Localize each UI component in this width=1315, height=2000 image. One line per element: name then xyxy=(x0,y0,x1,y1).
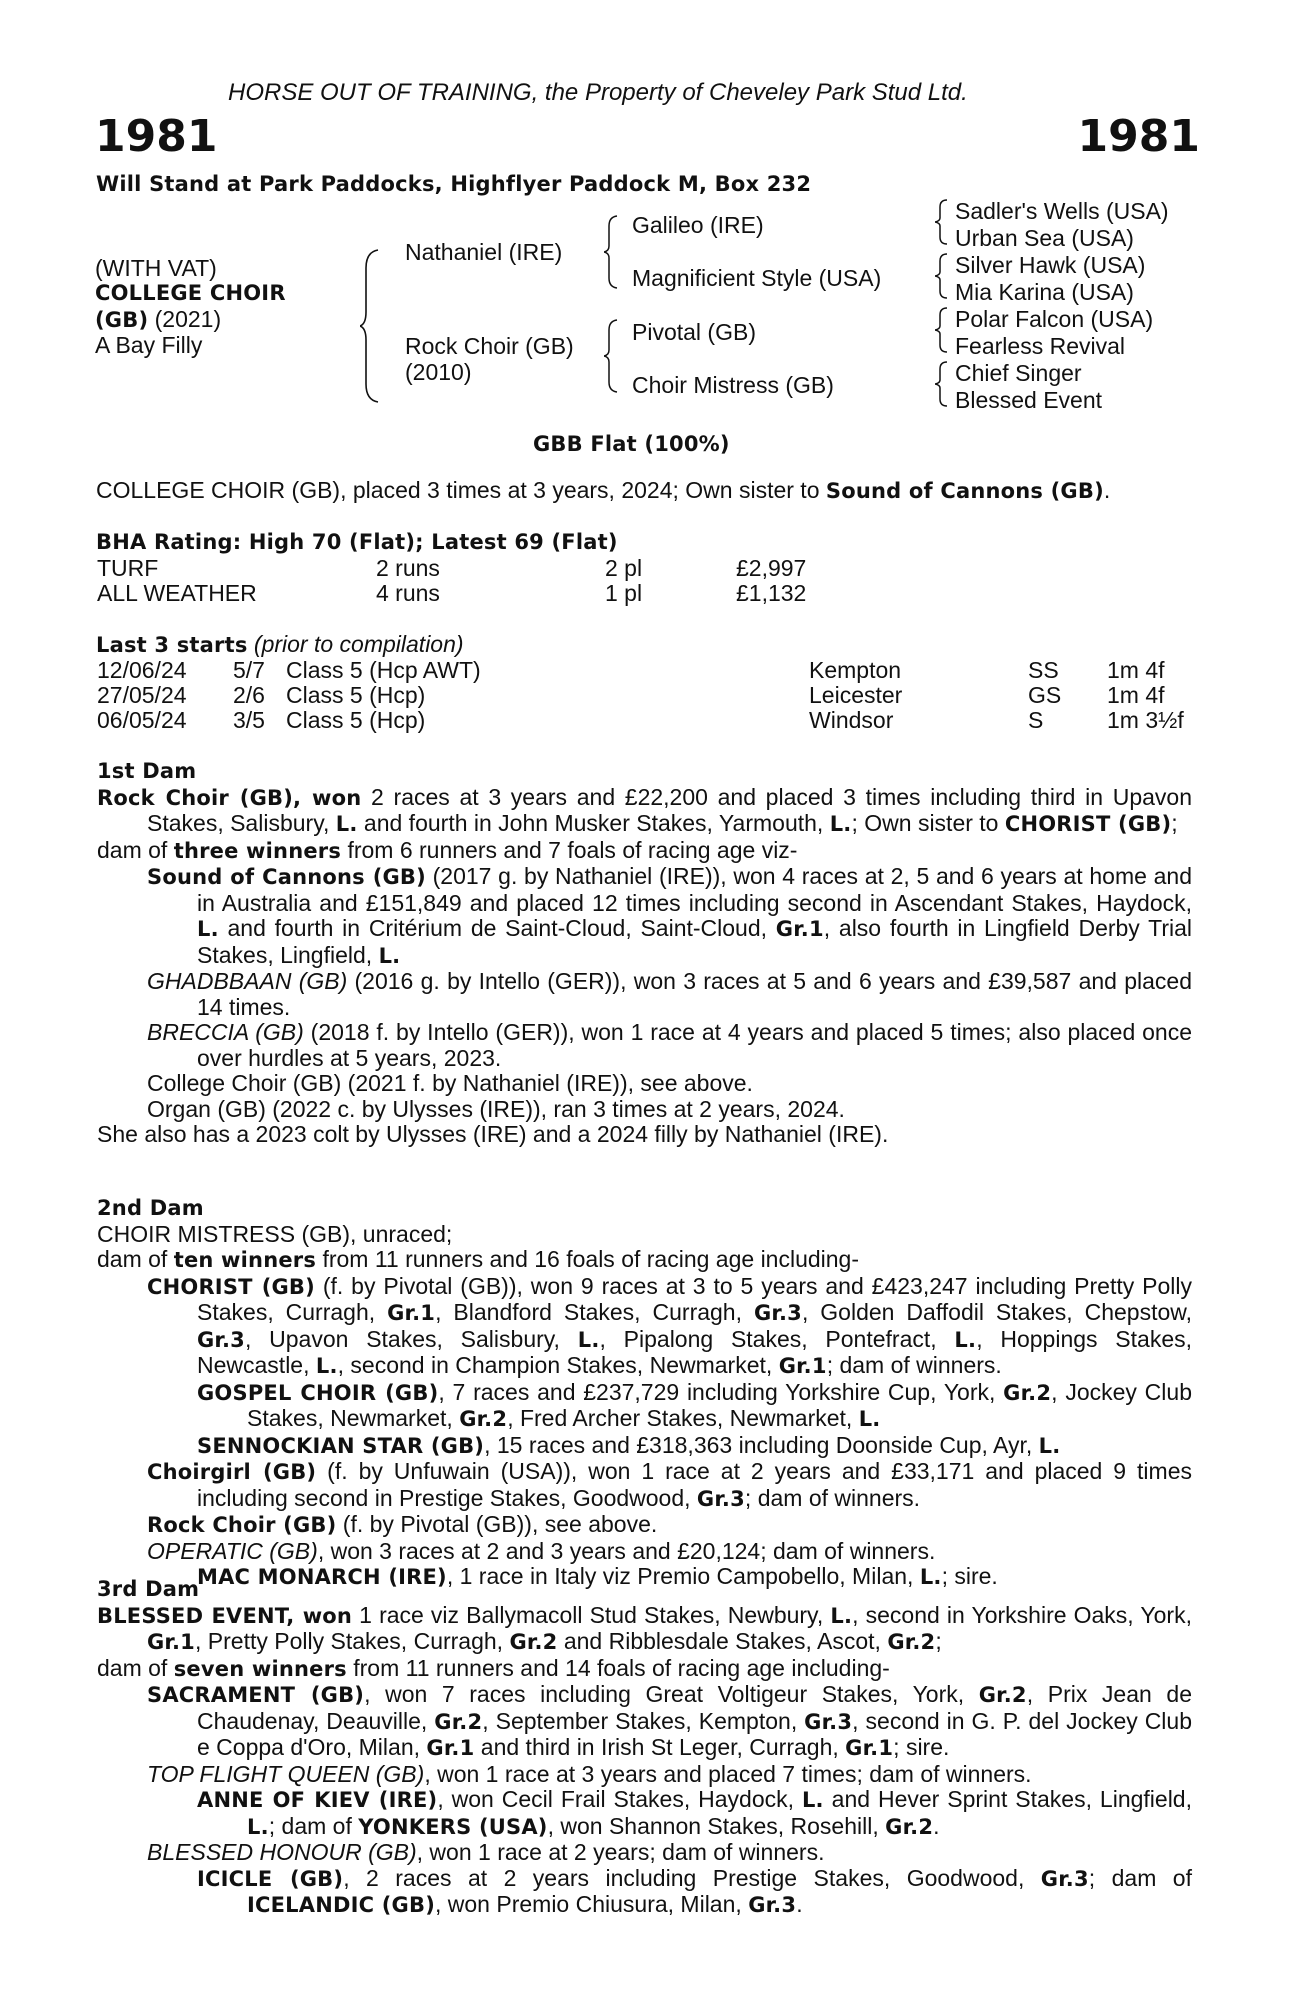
top-line: HORSE OUT OF TRAINING, the Property of Cheveley Park Stud Ltd. xyxy=(228,79,968,106)
grade: Gr.3 xyxy=(1040,1866,1089,1891)
grade: Gr.3 xyxy=(696,1486,745,1511)
start-row xyxy=(97,708,1315,733)
last-starts-heading xyxy=(96,632,464,659)
text: , second in Champion Stakes, Newmarket, xyxy=(337,1352,779,1378)
start-date: 27/05/24 xyxy=(97,682,187,708)
start-position: 2/6 xyxy=(233,682,265,708)
start-course: Windsor xyxy=(809,707,894,733)
grade: L. xyxy=(919,1565,942,1589)
pedigree-sire: Nathaniel (IRE) xyxy=(405,239,563,265)
pedigree-sd: Magnificient Style (USA) xyxy=(632,265,882,291)
brace-g1 xyxy=(935,198,949,246)
produce-name: YONKERS (USA) xyxy=(358,1814,548,1839)
start-going: GS xyxy=(1028,682,1062,708)
start-date: 06/05/24 xyxy=(97,707,187,733)
second-dam-heading: 2nd Dam xyxy=(97,1196,204,1220)
grade: Gr.2 xyxy=(509,1630,558,1654)
start-row xyxy=(97,683,1315,708)
third-dam-section xyxy=(97,1577,1192,1919)
offspring-entry xyxy=(97,1762,1192,1788)
offspring-name: SENNOCKIAN STAR (GB) xyxy=(197,1433,485,1458)
grandoffspring-entry xyxy=(97,1380,1192,1433)
text: ; dam of xyxy=(268,1812,359,1839)
text: , won Premio Chiusura, Milan, xyxy=(435,1891,749,1917)
start-course: Kempton xyxy=(809,657,902,683)
start-course: Leicester xyxy=(809,682,903,708)
grandoffspring-entry xyxy=(97,1433,1192,1460)
grade: Gr.3 xyxy=(804,1709,853,1734)
rating-surface: TURF xyxy=(97,555,159,581)
offspring-name: ANNE OF KIEV (IRE) xyxy=(197,1788,438,1812)
start-distance: 1m 4f xyxy=(1107,682,1165,708)
grade: L. xyxy=(247,1814,269,1839)
offspring-entry xyxy=(97,1512,1192,1539)
text: , Blandford Stakes, Curragh, xyxy=(435,1299,754,1325)
text: dam of xyxy=(97,1654,174,1681)
second-dam-record: CHOIR MISTRESS (GB), unraced; xyxy=(97,1220,453,1247)
first-dam-heading: 1st Dam xyxy=(97,759,197,783)
pedigree-g1: Sadler's Wells (USA) xyxy=(955,198,1169,224)
offspring-name: MAC MONARCH (IRE) xyxy=(197,1565,447,1589)
grade: L. xyxy=(577,1327,600,1352)
grade: Gr.2 xyxy=(885,1814,934,1839)
text: , also fourth in Lingfield Derby Trial Stakes, Lingfield, xyxy=(197,915,1192,968)
grade: L. xyxy=(801,1788,824,1812)
pedigree-ds: Pivotal (GB) xyxy=(632,319,756,345)
text: ; dam of winners. xyxy=(744,1484,921,1511)
text: , Upavon Stakes, Salisbury, xyxy=(245,1325,578,1352)
offspring-name: TOP FLIGHT QUEEN (GB) xyxy=(147,1760,425,1787)
pedigree-g2: Urban Sea (USA) xyxy=(955,225,1134,251)
text: ; dam of xyxy=(1088,1864,1192,1891)
text: from 6 runners and 7 foals of racing age viz- xyxy=(341,836,798,863)
offspring-entry xyxy=(97,1020,1192,1071)
text: dam of xyxy=(97,836,174,863)
grade: Gr.3 xyxy=(753,1301,802,1325)
pedigree-dam-year: (2010) xyxy=(405,359,472,385)
first-dam-produce xyxy=(97,838,1192,865)
text: , 1 race in Italy viz Premio Campobello, Milan, xyxy=(446,1563,920,1589)
offspring-name: SACRAMENT (GB) xyxy=(147,1683,365,1707)
text: 2 races at 3 years and £22,200 and placed 3 times including third in Upavon Stakes, Salisbury, xyxy=(147,783,1193,836)
location: Will Stand at Park Paddocks, Highflyer Paddock M, Box 232 xyxy=(96,172,812,196)
winner-count: seven winners xyxy=(173,1656,347,1681)
text: , 15 races and £318,363 including Doonside Cup, Ayr, xyxy=(484,1431,1039,1458)
brace-g3 xyxy=(935,306,949,354)
brace-main xyxy=(360,248,382,404)
text: . xyxy=(796,1891,803,1917)
horse-origin: (GB) xyxy=(95,308,149,332)
start-distance: 1m 4f xyxy=(1107,657,1165,683)
text: and Ribblesdale Stakes, Ascot, xyxy=(557,1628,888,1654)
grade: Gr.2 xyxy=(1003,1380,1052,1405)
start-going: SS xyxy=(1028,657,1059,683)
second-dam-section xyxy=(97,1196,1192,1591)
offspring-name: OPERATIC (GB) xyxy=(147,1537,318,1564)
offspring-entry: Organ (GB) (2022 c. by Ulysses (IRE)), ran 3 times at 2 years, 2024. xyxy=(147,1095,845,1122)
first-dam-section xyxy=(97,759,1192,1148)
offspring-entry xyxy=(97,1274,1192,1380)
offspring-entry xyxy=(97,969,1192,1020)
text: , Prix Jean de Chaudenay, Deauville, xyxy=(197,1681,1192,1734)
text: (2017 g. by Nathaniel (IRE)), won 4 races at 2, 5 and 6 years at home and in Australia and £151,849 and placed 12 times including second in Ascendant Stakes, Haydock, xyxy=(197,863,1192,916)
text: , won 1 race at 3 years and placed 7 times; dam of winners. xyxy=(424,1760,1032,1787)
grade: Gr.2 xyxy=(459,1407,508,1431)
pedigree-g5: Polar Falcon (USA) xyxy=(955,306,1154,332)
start-class: Class 5 (Hcp) xyxy=(286,707,426,733)
offspring-name: BLESSED HONOUR (GB) xyxy=(147,1839,417,1865)
text: and fourth in Critérium de Saint-Cloud, Saint-Cloud, xyxy=(218,915,776,941)
text: , Pipalong Stakes, Pontefract, xyxy=(599,1325,955,1352)
first-dam-record xyxy=(97,785,1192,838)
brace-g2 xyxy=(935,252,949,300)
offspring-entry xyxy=(97,864,1192,969)
offspring-name: ICICLE (GB) xyxy=(197,1866,344,1891)
grade: Gr.1 xyxy=(778,1354,827,1378)
grandoffspring-entry xyxy=(97,1866,1192,1919)
offspring-name: Choirgirl (GB) xyxy=(147,1460,317,1484)
horse-origin-line xyxy=(95,307,221,334)
text: , won 3 races at 2 and 3 years and £20,124; dam of winners. xyxy=(317,1537,936,1564)
last-starts-title: Last 3 starts xyxy=(96,633,248,657)
start-class: Class 5 (Hcp) xyxy=(286,682,426,708)
text: (2018 f. by Intello (GER)), won 1 race at 4 years and placed 5 times; also placed once over hurdles at 5 years, 2023. xyxy=(197,1019,1192,1071)
rating-prize: £2,997 xyxy=(736,555,807,581)
lot-number-left: 1981 xyxy=(95,111,218,162)
text: and Hever Sprint Stakes, Lingfield, xyxy=(823,1786,1192,1812)
pedigree-g7: Chief Singer xyxy=(955,360,1082,386)
intro-end: . xyxy=(1103,477,1111,503)
offspring-entry xyxy=(97,1840,1192,1866)
text: ; Own sister to xyxy=(851,810,1005,836)
intro-line xyxy=(96,478,1110,505)
lot-number-right: 1981 xyxy=(1077,111,1200,162)
grandoffspring-entry xyxy=(97,1787,1192,1840)
text: 1 race viz Ballymacoll Stud Stakes, Newbury, xyxy=(352,1601,831,1628)
text: , won Shannon Stakes, Rosehill, xyxy=(547,1812,886,1839)
rating-runs: 2 runs xyxy=(376,555,440,581)
grade: Gr.1 xyxy=(775,917,824,941)
text: dam of xyxy=(97,1246,174,1272)
rating-placed: 2 pl xyxy=(605,555,643,581)
start-distance: 1m 3½f xyxy=(1107,707,1184,733)
offspring-name: Rock Choir (GB) xyxy=(147,1513,337,1537)
grade: L. xyxy=(830,1603,853,1628)
offspring-name: GHADBBAAN (GB) xyxy=(147,968,348,994)
third-dam-heading: 3rd Dam xyxy=(97,1577,200,1601)
pedigree-g8: Blessed Event xyxy=(955,387,1103,413)
text: , Pretty Polly Stakes, Curragh, xyxy=(195,1628,510,1654)
rating-placed: 1 pl xyxy=(605,580,643,606)
offspring-name: BRECCIA (GB) xyxy=(147,1019,304,1045)
rating-surface: ALL WEATHER xyxy=(97,580,257,606)
brace-sire xyxy=(604,214,620,290)
start-position: 3/5 xyxy=(233,707,265,733)
start-date: 12/06/24 xyxy=(97,657,187,683)
text: from 11 runners and 14 foals of racing age including- xyxy=(346,1654,890,1681)
text: , 2 races at 2 years including Prestige Stakes, Goodwood, xyxy=(343,1864,1041,1891)
offspring-entry xyxy=(97,1539,1192,1565)
horse-description: A Bay Filly xyxy=(95,332,203,358)
grade: L. xyxy=(335,812,358,836)
pedigree-g3: Silver Hawk (USA) xyxy=(955,252,1146,278)
text: , won 7 races including Great Voltigeur Stakes, York, xyxy=(364,1681,979,1707)
text: , September Stakes, Kempton, xyxy=(482,1707,805,1734)
horse-year: (2021) xyxy=(148,306,222,332)
offspring-entry xyxy=(97,1682,1192,1762)
pedigree-g6: Fearless Revival xyxy=(955,333,1125,359)
grade: Gr.2 xyxy=(434,1709,483,1734)
grade: Gr.3 xyxy=(748,1893,797,1917)
text: ; xyxy=(935,1628,942,1654)
rating-row xyxy=(97,556,1315,581)
offspring-name: GOSPEL CHOIR (GB) xyxy=(197,1380,439,1405)
intro-sibling: Sound of Cannons (GB) xyxy=(825,479,1104,503)
last-starts-note: (prior to compilation) xyxy=(247,631,464,657)
grade: Gr.1 xyxy=(845,1736,894,1760)
grade: L. xyxy=(315,1354,338,1378)
text: , Fred Archer Stakes, Newmarket, xyxy=(507,1405,859,1431)
text: (2016 g. by Intello (GER)), won 3 races at 5 and 6 years and £39,587 and placed 14 times. xyxy=(197,968,1192,1020)
offspring-entry: College Choir (GB) (2021 f. by Nathaniel (IRE)), see above. xyxy=(147,1070,753,1096)
text: , Jockey Club Stakes, Newmarket, xyxy=(247,1378,1192,1431)
grade: L. xyxy=(858,1407,881,1431)
offspring-name: Sound of Cannons (GB) xyxy=(147,865,426,889)
vat-note: (WITH VAT) xyxy=(95,255,217,281)
start-position: 5/7 xyxy=(233,657,265,683)
grade: Gr.1 xyxy=(147,1630,195,1654)
pedigree-dd: Choir Mistress (GB) xyxy=(632,372,834,398)
text: from 11 runners and 16 foals of racing age including- xyxy=(316,1246,860,1272)
grade: Gr.1 xyxy=(426,1736,475,1760)
third-dam-produce xyxy=(97,1656,1192,1683)
text: (f. by Unfuwain (USA)), won 1 race at 2 years and £33,171 and placed 9 times including second in Prestige Stakes, Goodwood, xyxy=(197,1458,1192,1511)
text: (f. by Pivotal (GB)), see above. xyxy=(336,1511,658,1537)
third-dam-record xyxy=(97,1603,1192,1656)
text: , 7 races and £237,729 including Yorkshire Cup, York, xyxy=(438,1378,1004,1405)
start-class: Class 5 (Hcp AWT) xyxy=(286,657,481,683)
text: , won Cecil Frail Stakes, Haydock, xyxy=(437,1786,802,1812)
text: , second in Yorkshire Oaks, York, xyxy=(852,1601,1192,1628)
winner-count: three winners xyxy=(173,838,342,863)
grade: Gr.2 xyxy=(978,1683,1027,1707)
grade: L. xyxy=(378,943,401,968)
first-dam-note: She also has a 2023 colt by Ulysses (IRE) and a 2024 filly by Nathaniel (IRE). xyxy=(97,1121,889,1147)
pedigree-dam: Rock Choir (GB) xyxy=(405,333,574,359)
dam-name: BLESSED EVENT, won xyxy=(97,1603,353,1628)
grade: L. xyxy=(954,1327,977,1352)
brace-dam xyxy=(604,318,620,394)
rating-runs: 4 runs xyxy=(376,580,440,606)
sibling-name: CHORIST (GB) xyxy=(1004,812,1172,836)
dam-name: Rock Choir (GB), won xyxy=(97,785,362,810)
rating-prize: £1,132 xyxy=(736,580,807,606)
text: , Hoppings Stakes, Newcastle, xyxy=(197,1325,1192,1378)
text: ; sire. xyxy=(893,1734,950,1760)
grade: Gr.2 xyxy=(887,1630,936,1654)
grade: L. xyxy=(829,812,852,836)
offspring-name: CHORIST (GB) xyxy=(147,1274,315,1299)
grade: Gr.3 xyxy=(197,1327,245,1352)
rating-row xyxy=(97,581,1315,606)
brace-g4 xyxy=(935,360,949,408)
text: . xyxy=(933,1812,940,1839)
rating-heading: BHA Rating: High 70 (Flat); Latest 69 (Flat) xyxy=(96,530,618,554)
text: and third in Irish St Leger, Curragh, xyxy=(474,1734,846,1760)
horse-name: COLLEGE CHOIR xyxy=(95,281,286,305)
grade: Gr.1 xyxy=(387,1301,436,1325)
text: , won 1 race at 2 years; dam of winners. xyxy=(416,1839,825,1865)
text: , second in G. P. del Jockey Club e Coppa d'Oro, Milan, xyxy=(197,1707,1192,1760)
pedigree-ss: Galileo (IRE) xyxy=(632,212,764,238)
offspring-entry xyxy=(97,1459,1192,1512)
grade: L. xyxy=(197,917,219,941)
start-row xyxy=(97,658,1315,683)
text: ; dam of winners. xyxy=(826,1352,1002,1378)
gbb-flat: GBB Flat (100%) xyxy=(533,432,730,456)
grade: L. xyxy=(1038,1433,1061,1458)
text: ; sire. xyxy=(941,1563,998,1589)
start-going: S xyxy=(1028,707,1044,733)
text: (f. by Pivotal (GB)), won 9 races at 3 to 5 years and £423,247 including Pretty Polly Stakes, Curragh, xyxy=(197,1272,1192,1325)
produce-name: ICELANDIC (GB) xyxy=(247,1893,435,1917)
text: , Golden Daffodil Stakes, Chepstow, xyxy=(801,1299,1192,1325)
intro-text: COLLEGE CHOIR (GB), placed 3 times at 3 years, 2024; Own sister to xyxy=(96,477,826,503)
pedigree-g4: Mia Karina (USA) xyxy=(955,279,1134,305)
second-dam-produce xyxy=(97,1247,1192,1274)
winner-count: ten winners xyxy=(173,1248,317,1272)
text: and fourth in John Musker Stakes, Yarmouth, xyxy=(357,810,830,836)
text: ; xyxy=(1171,810,1178,836)
